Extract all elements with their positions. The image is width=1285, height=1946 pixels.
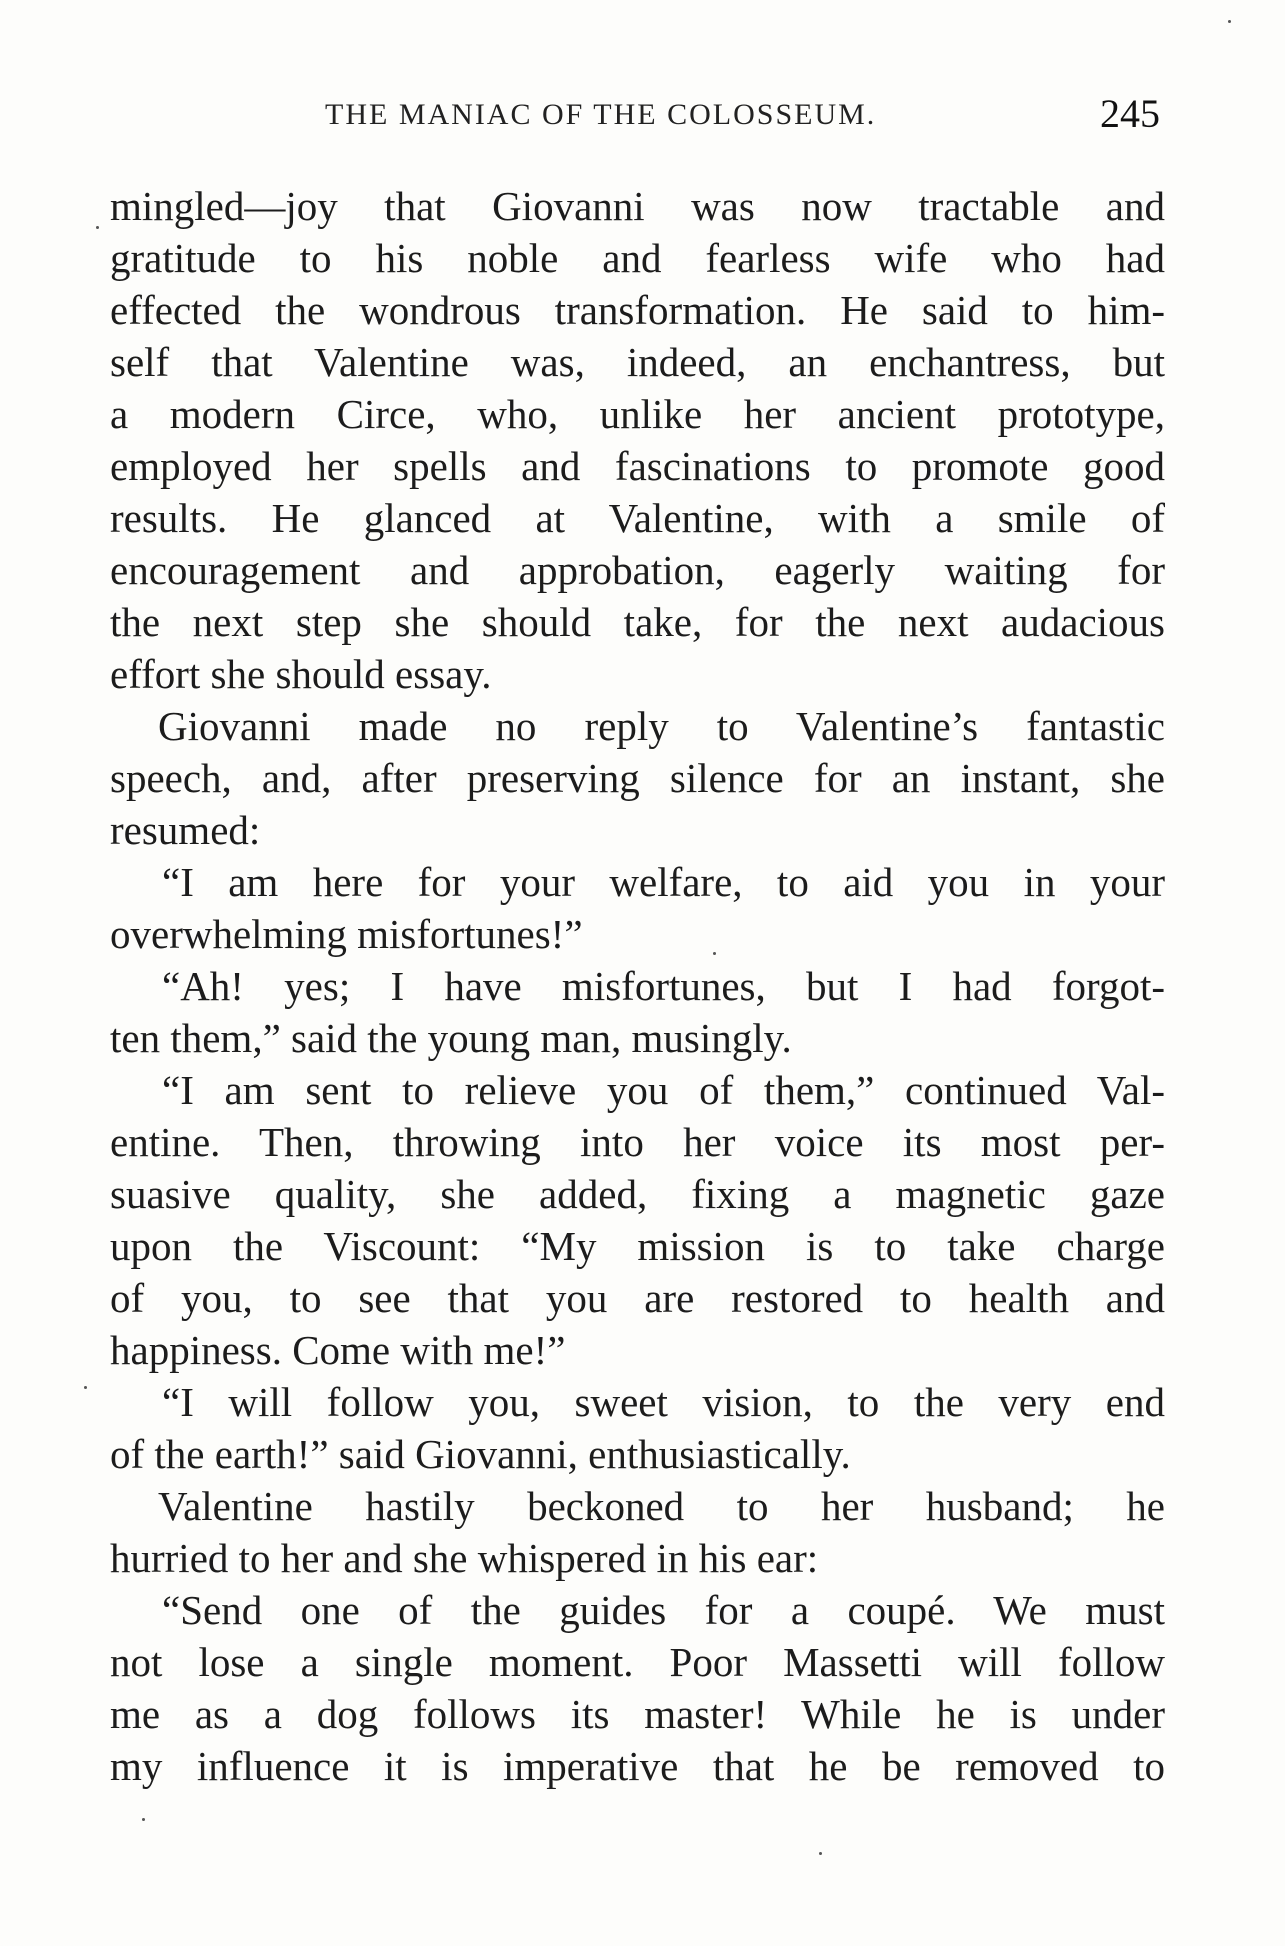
text-line: my influence it is imperative that he be removed to — [110, 1743, 1165, 1789]
text-line: results. He glanced at Valentine, with a smile of — [110, 495, 1165, 541]
text-line: encouragement and approbation, eagerly waiting for — [110, 547, 1165, 593]
text-line: not lose a single moment. Poor Massetti will follow — [110, 1639, 1165, 1685]
text-line: suasive quality, she added, fixing a magnetic gaze — [110, 1171, 1165, 1217]
text-line: mingled—joy that Giovanni was now tractable and — [110, 183, 1165, 229]
text-line: “Ah! yes; I have misfortunes, but I had forgot- — [162, 963, 1165, 1009]
text-line: “Send one of the guides for a coupé. We must — [162, 1587, 1165, 1633]
text-line: resumed: — [110, 807, 261, 853]
print-speck — [1228, 20, 1231, 23]
text-line: employed her spells and fascinations to promote good — [110, 443, 1165, 489]
text-line: overwhelming misfortunes!” — [110, 911, 583, 957]
text-line: gratitude to his noble and fearless wife who had — [110, 235, 1165, 281]
text-line: effort she should essay. — [110, 651, 492, 697]
text-line: hurried to her and she whispered in his ear: — [110, 1535, 819, 1581]
text-line: self that Valentine was, indeed, an enchantress, but — [110, 339, 1165, 385]
running-title: THE MANIAC OF THE COLOSSEUM. — [325, 98, 877, 131]
text-line: Valentine hastily beckoned to her husband; he — [158, 1483, 1165, 1529]
text-line: me as a dog follows its master! While he is under — [110, 1691, 1165, 1737]
text-line: speech, and, after preserving silence for an instant, she — [110, 755, 1165, 801]
text-line: Giovanni made no reply to Valentine’s fantastic — [158, 703, 1165, 749]
text-line: a modern Circe, who, unlike her ancient prototype, — [110, 391, 1165, 437]
print-speck — [142, 1818, 145, 1821]
text-line: upon the Viscount: “My mission is to take charge — [110, 1223, 1165, 1269]
print-speck — [96, 226, 99, 229]
text-line: “I will follow you, sweet vision, to the very end — [162, 1379, 1165, 1425]
print-speck — [84, 1386, 87, 1389]
print-speck — [713, 952, 716, 955]
text-line: the next step she should take, for the next audacious — [110, 599, 1165, 645]
print-speck — [819, 1852, 822, 1855]
text-line: of the earth!” said Giovanni, enthusiastically. — [110, 1431, 851, 1477]
text-line: of you, to see that you are restored to health and — [110, 1275, 1165, 1321]
text-line: “I am sent to relieve you of them,” continued Val- — [162, 1067, 1165, 1113]
text-line: effected the wondrous transformation. He said to him- — [110, 287, 1165, 333]
running-header — [110, 90, 1160, 140]
text-line: happiness. Come with me!” — [110, 1327, 566, 1373]
text-line: “I am here for your welfare, to aid you in your — [162, 859, 1165, 905]
text-line: ten them,” said the young man, musingly. — [110, 1015, 792, 1061]
page-number: 245 — [1100, 91, 1160, 136]
text-line: entine. Then, throwing into her voice its most per- — [110, 1119, 1165, 1165]
body-text — [110, 180, 1165, 1792]
